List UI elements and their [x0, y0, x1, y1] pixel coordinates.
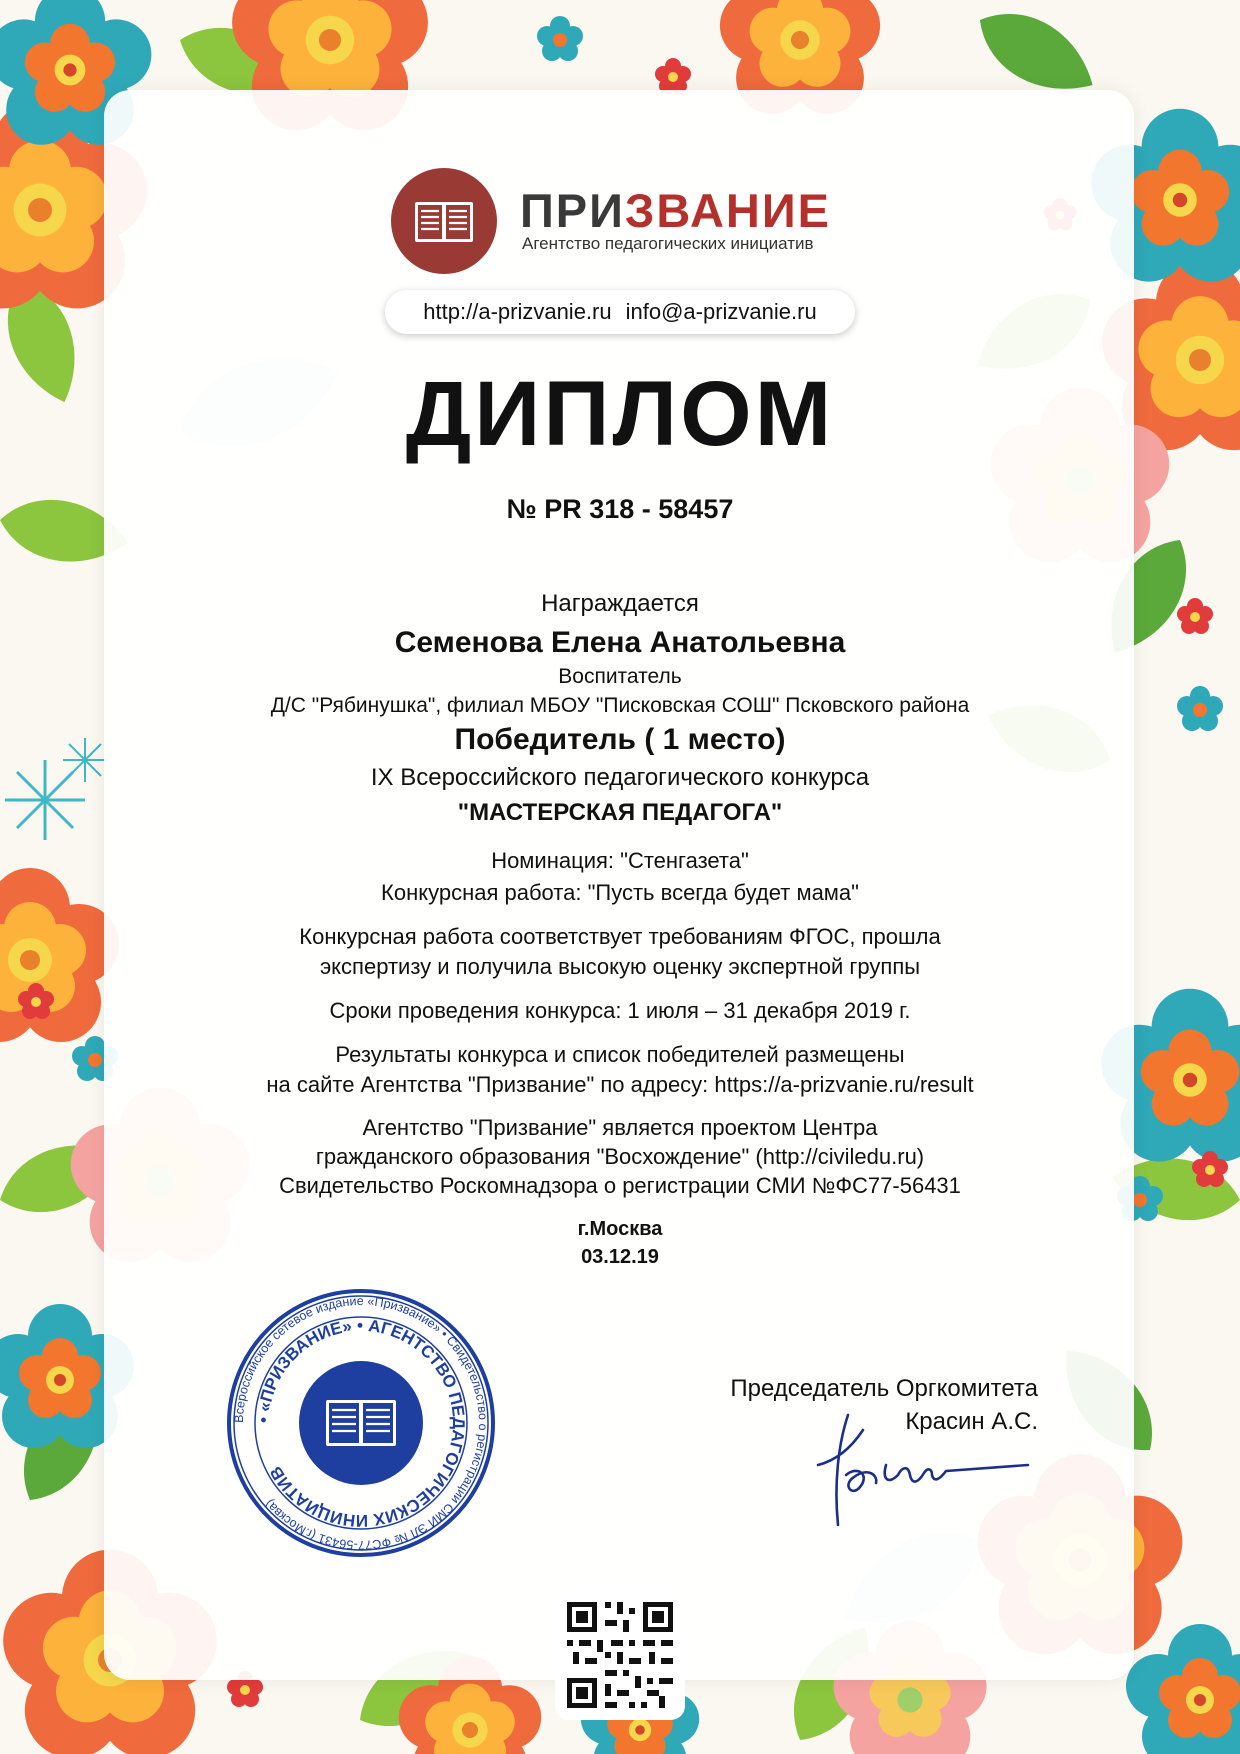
site-link[interactable]: http://a-prizvanie.ru [423, 299, 612, 324]
project-line-2: гражданского образования "Восхождение" (http://civiledu.ru) [315, 1144, 925, 1169]
contest-dates: Сроки проведения конкурса: 1 июля – 31 декабря 2019 г. [329, 998, 911, 1023]
city: г.Москва [577, 1218, 663, 1240]
contacts-pill [385, 290, 855, 334]
diploma-title: ДИПЛОМ [405, 363, 835, 465]
issue-date: 03.12.19 [581, 1246, 659, 1268]
seal-outer-text: Всероссийское сетевое издание «Призвание» • Свидетельство о регистрации СМИ ЭЛ № ФС77-56431 (г.Москва) [231, 1293, 491, 1553]
contest-work: Конкурсная работа: "Пусть всегда будет мама" [381, 880, 859, 905]
signatory-role: Председатель Оргкомитета [730, 1375, 1038, 1402]
diploma-number: № PR 318 - 58457 [506, 494, 734, 524]
nomination: Номинация: "Стенгазета" [491, 848, 749, 873]
seal-inner-text: • «ПРИЗВАНИЕ» • АГЕНТСТВО ПЕДАГОГИЧЕСКИХ ИНИЦИАТИВ [253, 1315, 469, 1531]
logo-badge [391, 168, 497, 274]
qr-code-icon[interactable] [555, 1590, 685, 1720]
handwritten-signature [798, 1405, 1038, 1535]
contest-name: "МАСТЕРСКАЯ ПЕДАГОГА" [457, 799, 783, 826]
recipient-position: Воспитатель [558, 665, 682, 688]
result: Победитель ( 1 место) [454, 723, 786, 756]
recipient-name: Семенова Елена Анатольевна [394, 626, 846, 659]
fgos-line-1: Конкурсная работа соответствует требованиям ФГОС, прошла [299, 924, 941, 949]
email-link[interactable]: info@a-prizvanie.ru [625, 299, 817, 324]
project-line-3: Свидетельство Роскомнадзора о регистрации СМИ №ФС77-56431 [279, 1173, 961, 1198]
awarded-label: Награждается [541, 590, 699, 617]
project-line-1: Агентство "Призвание" является проектом Центра [362, 1115, 878, 1140]
results-line-1: Результаты конкурса и список победителей размещены [335, 1042, 905, 1067]
open-book-icon [391, 168, 497, 274]
recipient-organization: Д/С "Рябинушка", филиал МБОУ "Писковская СОШ" Псковского района [270, 694, 970, 717]
logo-subtitle: Агентство педагогических инициатив [522, 234, 814, 253]
logo-title [520, 183, 831, 238]
contest-line: IX Всероссийского педагогического конкурса [370, 764, 870, 791]
fgos-line-2: экспертизу и получила высокую оценку экспертной группы [319, 954, 921, 979]
signatory-name: Красин А.С. [905, 1408, 1038, 1435]
official-seal [226, 1288, 496, 1558]
open-book-icon [326, 1400, 396, 1446]
logo-title-part1: ПРИ [520, 184, 625, 237]
results-line-2: на сайте Агентства "Призвание" по адресу: https://a-prizvanie.ru/result [266, 1072, 974, 1097]
logo-title-part2: ЗВАНИЕ [624, 184, 831, 237]
